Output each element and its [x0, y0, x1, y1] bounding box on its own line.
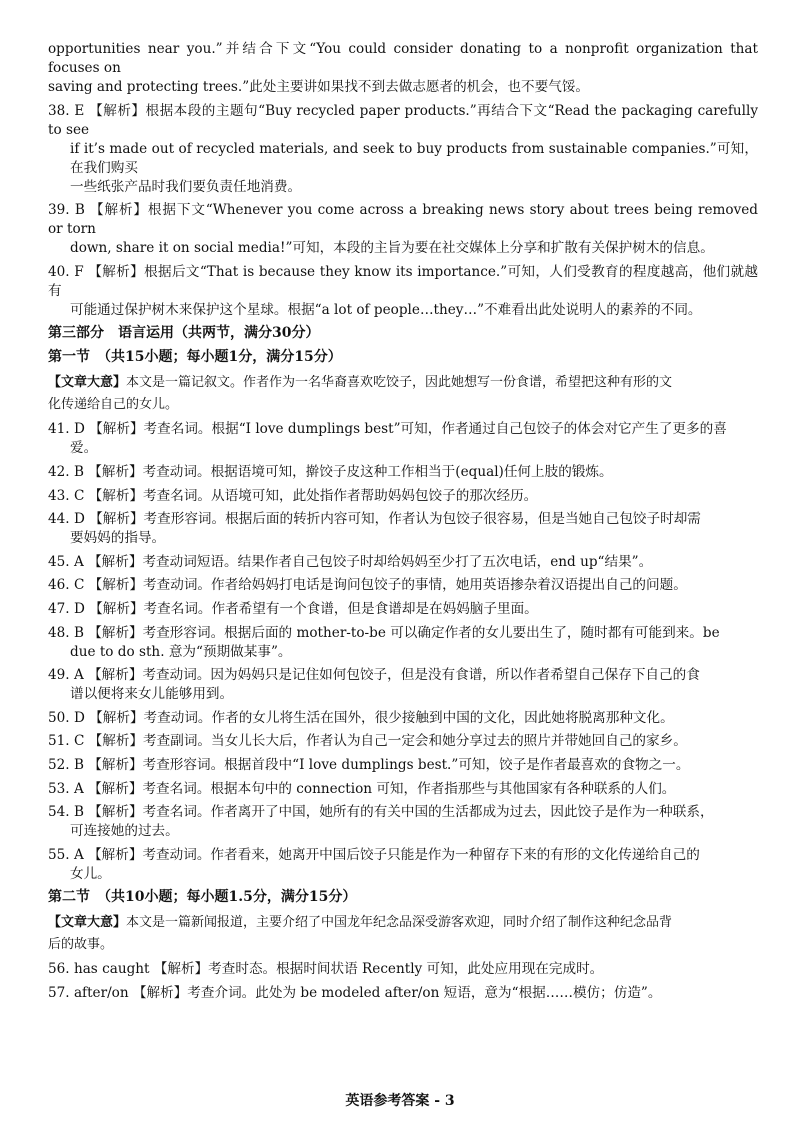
section1-heading: 第一节 （共15小题；每小题1分，满分15分） — [48, 349, 342, 366]
answer-line: 可能通过保护树木来保护这个星球。根据“a lot of people…they…”不难看出此处说明人的素养的不同。 — [70, 301, 702, 318]
answer-line: 55. A 【解析】考查动词。作者看来，她离开中国后饺子只能是作为一种留存下来的有形的文化传递给自己的 — [48, 846, 700, 863]
answer-line: 可连接她的过去。 — [70, 823, 179, 840]
answer-line: 45. A 【解析】考查动词短语。结果作者自己包饺子时却给妈妈至少打了五次电话，end up“结果”。 — [48, 553, 653, 570]
section2-heading: 第二节 （共10小题；每小题1.5分，满分15分） — [48, 889, 357, 906]
summary-1 — [48, 372, 758, 416]
answer-line: 爱。 — [70, 440, 98, 457]
answer-block-cloze — [48, 420, 758, 883]
answer-line: saving and protecting trees.”此处主要讲如果找不到去做志愿者的机会，也不要气馁。 — [48, 79, 590, 95]
summary-text: 化传递给自己的女儿。 — [48, 397, 179, 413]
answer-line: 48. B 【解析】考查形容词。根据后面的 mother-to-be 可以确定作者的女儿要出生了，随时都有可能到来。be — [48, 624, 720, 641]
part3-heading: 第三部分 语言运用（共两节，满分30分） — [48, 325, 320, 342]
answer-line: 女儿。 — [70, 865, 111, 882]
answer-line: 52. B 【解析】考查形容词。根据首段中“I love dumplings best.”可知，饺子是作者最喜欢的食物之一。 — [48, 756, 690, 773]
answer-item — [48, 780, 758, 799]
page-footer: 英语参考答案 - 3 — [345, 1093, 455, 1109]
answer-page — [48, 40, 758, 1007]
summary-2 — [48, 912, 758, 956]
answer-line: 56. has caught 【解析】考查时态。根据时间状语 Recently 可知，此处应用现在完成时。 — [48, 961, 604, 978]
answer-line: 40. F 【解析】根据后文“That is because they know its importance.”可知，人们受教育的程度越高，他们就越有 — [48, 263, 758, 299]
answer-line: due to do sth. 意为“预期做某事”。 — [70, 643, 292, 660]
answer-item — [48, 756, 758, 775]
answer-line: 49. A 【解析】考查动词。因为妈妈只是记住如何包饺子，但是没有食谱，所以作者希望自己保存下自己的食 — [48, 667, 700, 684]
answer-line: 谱以便将来女儿能够用到。 — [70, 686, 234, 703]
answer-item — [48, 263, 758, 320]
answer-line: 要妈妈的指导。 — [70, 530, 166, 547]
answer-block-reading — [48, 40, 758, 320]
summary-text: 后的故事。 — [48, 937, 114, 953]
summary-label: 【文章大意】 — [48, 375, 127, 391]
answer-item — [48, 487, 758, 506]
answer-line: 47. D 【解析】考查名词。作者希望有一个食谱，但是食谱却是在妈妈脑子里面。 — [48, 600, 538, 617]
answer-item — [48, 576, 758, 595]
answer-line: 38. E 【解析】根据本段的主题句“Buy recycled paper products.”再结合下文“Read the packaging carefully to see — [48, 102, 758, 138]
answer-line: 57. after/on 【解析】考查介词。此处为 be modeled after/on 短语，意为“根据……模仿；仿造”。 — [48, 984, 662, 1001]
answer-item — [48, 600, 758, 619]
answer-line: 53. A 【解析】考查名词。根据本句中的 connection 可知，作者指那些与其他国家有各种联系的人们。 — [48, 780, 676, 797]
answer-item — [48, 846, 758, 884]
summary-label: 【文章大意】 — [48, 915, 127, 931]
answer-line: 42. B 【解析】考查动词。根据语境可知，擀饺子皮这种工作相当于(equal)任何上肢的锻炼。 — [48, 463, 613, 480]
answer-item — [48, 732, 758, 751]
answer-item — [48, 984, 758, 1003]
answer-line: 46. C 【解析】考查动词。作者给妈妈打电话是询问包饺子的事情，她用英语掺杂着汉语提出自己的问题。 — [48, 577, 687, 594]
answer-item — [48, 666, 758, 704]
answer-line: 54. B 【解析】考查名词。作者离开了中国，她所有的有关中国的生活都成为过去，因此饺子是作为一种联系， — [48, 804, 714, 821]
answer-item — [48, 553, 758, 572]
answer-item — [48, 709, 758, 728]
answer-line: 一些纸张产品时我们要负责任地消费。 — [70, 178, 302, 195]
answer-line: 51. C 【解析】考查副词。当女儿长大后，作者认为自己一定会和她分享过去的照片并带她回自己的家乡。 — [48, 733, 687, 750]
answer-line: if it’s made out of recycled materials, and seek to buy products from sustainable companies.”可知，在我们购买 — [70, 140, 758, 176]
answer-item — [48, 102, 758, 197]
answer-item — [48, 624, 758, 662]
answer-item — [48, 420, 758, 458]
answer-line: down, share it on social media!”可知，本段的主旨为要在社交媒体上分享和扩散有关保护树木的信息。 — [70, 240, 714, 257]
answer-line: opportunities near you.”并结合下文“You could consider donating to a nonprofit organization that focuses on — [48, 41, 758, 76]
answer-block-grammar — [48, 960, 758, 1003]
answer-item — [48, 201, 758, 258]
answer-item — [48, 960, 758, 979]
answer-item — [48, 40, 758, 97]
summary-text: 本文是一篇新闻报道，主要介绍了中国龙年纪念品深受游客欢迎，同时介绍了制作这种纪念品背 — [126, 915, 673, 931]
answer-line: 41. D 【解析】考查名词。根据“I love dumplings best”可知，作者通过自己包饺子的体会对它产生了更多的喜 — [48, 421, 727, 438]
summary-text: 本文是一篇记叙文。作者作为一名华裔喜欢吃饺子，因此她想写一份食谱，希望把这种有形的文 — [126, 375, 673, 391]
answer-item — [48, 803, 758, 841]
answer-item — [48, 510, 758, 548]
answer-item — [48, 463, 758, 482]
answer-line: 39. B 【解析】根据下文“Whenever you come across a breaking news story about trees being removed or torn — [48, 202, 758, 238]
answer-line: 44. D 【解析】考查形容词。根据后面的转折内容可知，作者认为包饺子很容易，但是当她自己包饺子时却需 — [48, 511, 701, 528]
answer-line: 43. C 【解析】考查名词。从语境可知，此处指作者帮助妈妈包饺子的那次经历。 — [48, 487, 538, 504]
answer-line: 50. D 【解析】考查动词。作者的女儿将生活在国外，很少接触到中国的文化，因此她将脱离那种文化。 — [48, 709, 674, 726]
